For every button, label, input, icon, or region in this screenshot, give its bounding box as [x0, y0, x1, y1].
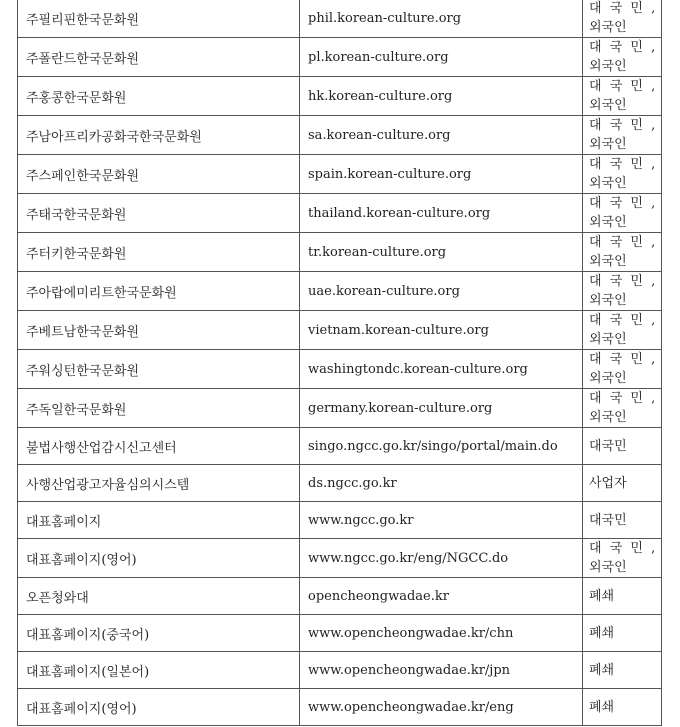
target-audience-cell — [583, 428, 662, 465]
target-audience-cell — [583, 233, 662, 272]
site-url-cell: tr.korean-culture.org — [300, 233, 583, 272]
table-row — [18, 233, 662, 272]
target-audience-cell — [583, 311, 662, 350]
target-audience-cell — [583, 38, 662, 77]
site-url-cell: pl.korean-culture.org — [300, 38, 583, 77]
site-url-cell: ds.ngcc.go.kr — [300, 465, 583, 502]
site-name-cell: 주홍콩한국문화원 — [18, 77, 300, 116]
document-page — [17, 0, 661, 726]
target-audience-line2: 외국인 — [589, 254, 627, 269]
target-audience-line2: 외국인 — [589, 20, 627, 35]
site-name-cell: 주터키한국문화원 — [18, 233, 300, 272]
table-row — [18, 652, 662, 689]
site-url-cell: vietnam.korean-culture.org — [300, 311, 583, 350]
table-row — [18, 502, 662, 539]
site-url-cell: washingtondc.korean-culture.org — [300, 350, 583, 389]
target-audience-line1: 대 국 민 , — [589, 40, 658, 55]
site-name-cell: 주남아프리카공화국한국문화원 — [18, 116, 300, 155]
table-row — [18, 350, 662, 389]
target-audience-line2: 외국인 — [589, 293, 627, 308]
table-row — [18, 539, 662, 578]
target-audience-cell — [583, 539, 662, 578]
target-audience-line2: 외국인 — [589, 332, 627, 347]
target-audience-cell — [583, 652, 662, 689]
site-url-cell: thailand.korean-culture.org — [300, 194, 583, 233]
table-row — [18, 465, 662, 502]
target-audience-line1: 대 국 민 , — [589, 352, 658, 367]
site-name-cell: 대표홈페이지(영어) — [18, 689, 300, 726]
target-audience-cell — [583, 615, 662, 652]
table-row — [18, 311, 662, 350]
site-url-cell: singo.ngcc.go.kr/singo/portal/main.do — [300, 428, 583, 465]
target-audience-line1: 대국민 — [589, 512, 627, 528]
target-audience-line1: 대 국 민 , — [589, 391, 658, 406]
target-audience-line1: 대 국 민 , — [589, 1, 658, 16]
target-audience-cell — [583, 272, 662, 311]
table-row — [18, 194, 662, 233]
target-audience-line1: 폐쇄 — [589, 588, 615, 604]
table-row — [18, 155, 662, 194]
target-audience-cell — [583, 350, 662, 389]
table-row — [18, 0, 662, 38]
site-name-cell: 주폴란드한국문화원 — [18, 38, 300, 77]
target-audience-line1: 대 국 민 , — [589, 79, 658, 94]
site-url-cell: www.opencheongwadae.kr/eng — [300, 689, 583, 726]
target-audience-cell — [583, 578, 662, 615]
site-name-cell: 대표홈페이지(일본어) — [18, 652, 300, 689]
target-audience-cell — [583, 465, 662, 502]
site-url-cell: phil.korean-culture.org — [300, 0, 583, 38]
site-name-cell: 주베트남한국문화원 — [18, 311, 300, 350]
site-url-cell: www.opencheongwadae.kr/jpn — [300, 652, 583, 689]
target-audience-line2: 외국인 — [589, 137, 627, 152]
site-url-cell: spain.korean-culture.org — [300, 155, 583, 194]
target-audience-line1: 사업자 — [589, 475, 627, 491]
table-row — [18, 689, 662, 726]
table-body — [18, 0, 662, 726]
site-name-cell: 주독일한국문화원 — [18, 389, 300, 428]
target-audience-cell — [583, 77, 662, 116]
target-audience-cell — [583, 389, 662, 428]
target-audience-line2: 외국인 — [589, 215, 627, 230]
target-audience-line2: 외국인 — [589, 176, 627, 191]
site-url-cell: hk.korean-culture.org — [300, 77, 583, 116]
target-audience-line2: 외국인 — [589, 371, 627, 386]
site-url-cell: uae.korean-culture.org — [300, 272, 583, 311]
target-audience-cell — [583, 194, 662, 233]
table-row — [18, 272, 662, 311]
table-row — [18, 38, 662, 77]
site-url-cell: www.ngcc.go.kr — [300, 502, 583, 539]
target-audience-cell — [583, 0, 662, 38]
target-audience-line1: 대 국 민 , — [589, 157, 658, 172]
table-row — [18, 615, 662, 652]
website-list-table — [17, 0, 662, 726]
table-row — [18, 578, 662, 615]
target-audience-line2: 외국인 — [589, 98, 627, 113]
site-name-cell: 대표홈페이지 — [18, 502, 300, 539]
site-name-cell: 주스페인한국문화원 — [18, 155, 300, 194]
site-url-cell: www.opencheongwadae.kr/chn — [300, 615, 583, 652]
target-audience-line2: 외국인 — [589, 560, 627, 575]
site-name-cell: 대표홈페이지(영어) — [18, 539, 300, 578]
target-audience-cell — [583, 155, 662, 194]
site-url-cell: www.ngcc.go.kr/eng/NGCC.do — [300, 539, 583, 578]
table-row — [18, 389, 662, 428]
site-name-cell: 대표홈페이지(중국어) — [18, 615, 300, 652]
target-audience-line1: 폐쇄 — [589, 662, 615, 678]
site-url-cell: germany.korean-culture.org — [300, 389, 583, 428]
target-audience-line1: 대 국 민 , — [589, 196, 658, 211]
site-name-cell: 사행산업광고자율심의시스템 — [18, 465, 300, 502]
target-audience-line1: 폐쇄 — [589, 699, 615, 715]
target-audience-line2: 외국인 — [589, 59, 627, 74]
target-audience-cell — [583, 116, 662, 155]
target-audience-line1: 대국민 — [589, 438, 627, 454]
site-name-cell: 주필리핀한국문화원 — [18, 0, 300, 38]
target-audience-line1: 대 국 민 , — [589, 118, 658, 133]
target-audience-line1: 대 국 민 , — [589, 235, 658, 250]
target-audience-cell — [583, 689, 662, 726]
site-url-cell: opencheongwadae.kr — [300, 578, 583, 615]
table-row — [18, 428, 662, 465]
table-row — [18, 77, 662, 116]
site-name-cell: 주태국한국문화원 — [18, 194, 300, 233]
target-audience-line1: 대 국 민 , — [589, 313, 658, 328]
site-name-cell: 주아랍에미리트한국문화원 — [18, 272, 300, 311]
target-audience-line1: 대 국 민 , — [589, 541, 658, 556]
target-audience-line1: 폐쇄 — [589, 625, 615, 641]
target-audience-cell — [583, 502, 662, 539]
site-name-cell: 오픈청와대 — [18, 578, 300, 615]
site-url-cell: sa.korean-culture.org — [300, 116, 583, 155]
site-name-cell: 주워싱턴한국문화원 — [18, 350, 300, 389]
target-audience-line1: 대 국 민 , — [589, 274, 658, 289]
target-audience-line2: 외국인 — [589, 410, 627, 425]
table-row — [18, 116, 662, 155]
site-name-cell: 불법사행산업감시신고센터 — [18, 428, 300, 465]
